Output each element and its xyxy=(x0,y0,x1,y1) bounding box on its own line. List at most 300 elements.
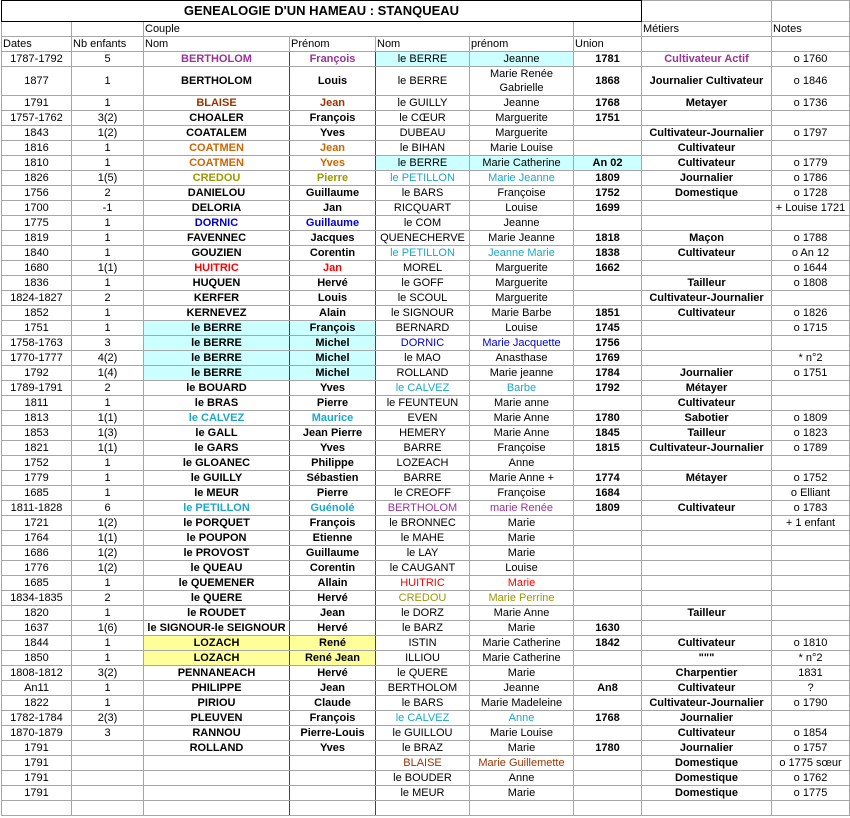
nb-enfants-cell: -1 xyxy=(72,201,144,216)
dates-cell: 1824-1827 xyxy=(2,291,72,306)
table-row xyxy=(2,291,850,306)
prenom2-cell: Marie xyxy=(470,576,574,591)
union-cell: 1780 xyxy=(574,411,642,426)
nom2-cell: le SIGNOUR xyxy=(376,306,470,321)
prenom-cell: Jean xyxy=(290,606,376,621)
prenom2-cell: Marguerite xyxy=(470,291,574,306)
union-cell: 1781 xyxy=(574,52,642,67)
prenom-cell: Jan xyxy=(290,201,376,216)
union-cell: 1768 xyxy=(574,96,642,111)
nom-cell: LOZACH xyxy=(144,651,290,666)
nb-enfants-cell: 1 xyxy=(72,576,144,591)
nom-cell: KERFER xyxy=(144,291,290,306)
nom-cell xyxy=(144,786,290,801)
prenom2-cell: Marie anne xyxy=(470,396,574,411)
dates-cell: 1752 xyxy=(2,456,72,471)
notes-cell: o 1779 xyxy=(772,156,850,171)
metier-cell: Métayer xyxy=(642,471,772,486)
dates-cell: 1637 xyxy=(2,621,72,636)
dates-cell: 1870-1879 xyxy=(2,726,72,741)
metier-cell: Cultivateur-Journalier xyxy=(642,291,772,306)
nb-enfants-cell: 1 xyxy=(72,141,144,156)
table-row xyxy=(2,741,850,756)
nom2-cell: le BRONNEC xyxy=(376,516,470,531)
dates-cell: 1770-1777 xyxy=(2,351,72,366)
table-row xyxy=(2,561,850,576)
nom2-cell: le BRAZ xyxy=(376,741,470,756)
nom2-cell: HEMERY xyxy=(376,426,470,441)
table-row xyxy=(2,126,850,141)
metier-cell: Domestique xyxy=(642,186,772,201)
table-row xyxy=(2,67,850,96)
nb-enfants-cell: 4(2) xyxy=(72,351,144,366)
table-row xyxy=(2,801,850,816)
prenom-cell: Corentin xyxy=(290,246,376,261)
union-cell xyxy=(574,591,642,606)
dates-cell: 1791 xyxy=(2,756,72,771)
nb-enfants-cell: 1(2) xyxy=(72,126,144,141)
notes-cell: o 1797 xyxy=(772,126,850,141)
prenom-cell: Guénolé xyxy=(290,501,376,516)
metier-cell: Journalier xyxy=(642,711,772,726)
nom-cell: le CALVEZ xyxy=(144,411,290,426)
nom2-cell: BLAISE xyxy=(376,756,470,771)
table-row xyxy=(2,726,850,741)
table-row xyxy=(2,681,850,696)
prenom2-cell: Marie Barbe xyxy=(470,306,574,321)
table-row xyxy=(2,396,850,411)
nom-cell: le BERRE xyxy=(144,351,290,366)
metier-cell: Cultivateur xyxy=(642,681,772,696)
dates-cell: 1775 xyxy=(2,216,72,231)
dates-cell: 1791 xyxy=(2,96,72,111)
prenom-cell: Allain xyxy=(290,576,376,591)
dates-cell: 1834-1835 xyxy=(2,591,72,606)
notes-cell: o 1789 xyxy=(772,441,850,456)
dates-cell: 1792 xyxy=(2,366,72,381)
prenom2-cell: Marie xyxy=(470,786,574,801)
prenom2-cell: Marie xyxy=(470,516,574,531)
dates-cell: 1721 xyxy=(2,516,72,531)
prenom2-cell xyxy=(470,801,574,816)
metier-cell: Cultivateur xyxy=(642,726,772,741)
dates-cell: 1850 xyxy=(2,651,72,666)
metier-cell xyxy=(642,576,772,591)
prenom-cell: Michel xyxy=(290,351,376,366)
union-cell xyxy=(574,606,642,621)
prenom-cell: Pierre xyxy=(290,396,376,411)
metier-cell xyxy=(642,516,772,531)
prenom-cell xyxy=(290,786,376,801)
notes-cell: o 1757 xyxy=(772,741,850,756)
notes-cell: o 1826 xyxy=(772,306,850,321)
nb-enfants-cell: 5 xyxy=(72,52,144,67)
union-cell xyxy=(574,726,642,741)
union-cell: 1818 xyxy=(574,231,642,246)
prenom2-cell: Marguerite xyxy=(470,126,574,141)
prenom2-cell: Jeanne xyxy=(470,216,574,231)
notes-cell: o 1846 xyxy=(772,67,850,96)
nb-enfants-cell: 1 xyxy=(72,96,144,111)
metier-cell xyxy=(642,531,772,546)
nb-enfants-cell: 1 xyxy=(72,651,144,666)
notes-cell xyxy=(772,336,850,351)
metier-cell xyxy=(642,321,772,336)
nom2-cell: le BARS xyxy=(376,696,470,711)
notes-cell xyxy=(772,606,850,621)
union-cell xyxy=(574,696,642,711)
prenom2-cell: Marguerite xyxy=(470,261,574,276)
prenom2-cell: Anasthase xyxy=(470,351,574,366)
nom2-cell: BERTHOLOM xyxy=(376,681,470,696)
prenom2-cell: Marie xyxy=(470,546,574,561)
notes-cell xyxy=(772,711,850,726)
prenom2-cell: Marie Anne xyxy=(470,606,574,621)
prenom2-cell: Marie Anne xyxy=(470,426,574,441)
couple-header: Couple xyxy=(144,22,574,37)
table-row xyxy=(2,591,850,606)
nb-enfants-cell: 1 xyxy=(72,67,144,96)
metier-cell: Cultivateur xyxy=(642,306,772,321)
nb-enfants-cell: 2(3) xyxy=(72,711,144,726)
union-cell xyxy=(574,756,642,771)
notes-cell: o 1809 xyxy=(772,411,850,426)
table-row xyxy=(2,411,850,426)
nom-cell xyxy=(144,771,290,786)
nom-cell: le PORQUET xyxy=(144,516,290,531)
nb-enfants-cell: 1 xyxy=(72,246,144,261)
union-header: Union xyxy=(574,37,642,52)
prenom2-cell: Marie jeanne xyxy=(470,366,574,381)
dates-cell: 1811-1828 xyxy=(2,501,72,516)
notes-cell: 1831 xyxy=(772,666,850,681)
nb-enfants-cell: 1 xyxy=(72,696,144,711)
prenom-cell: Pierre xyxy=(290,171,376,186)
nom-cell: COATMEN xyxy=(144,156,290,171)
table-row xyxy=(2,606,850,621)
prenom-cell: Jean xyxy=(290,681,376,696)
nom-cell: le POUPON xyxy=(144,531,290,546)
nom-cell: LOZACH xyxy=(144,636,290,651)
prenom2-cell xyxy=(470,67,574,96)
union-cell: 1851 xyxy=(574,306,642,321)
nb-enfants-cell: 1(1) xyxy=(72,261,144,276)
prenom2-cell: Marie xyxy=(470,741,574,756)
dates-cell: 1776 xyxy=(2,561,72,576)
metier-cell xyxy=(642,546,772,561)
dates-cell: 1789-1791 xyxy=(2,381,72,396)
union-cell xyxy=(574,291,642,306)
dates-cell: 1758-1763 xyxy=(2,336,72,351)
union-cell xyxy=(574,216,642,231)
table-row xyxy=(2,96,850,111)
table-row xyxy=(2,651,850,666)
prenom2-cell: marie Renée xyxy=(470,501,574,516)
metier-cell: Cultivateur Actif xyxy=(642,52,772,67)
notes-cell: o 1808 xyxy=(772,276,850,291)
prenom2-cell: Louise xyxy=(470,561,574,576)
prenom2-cell: Marie Jacquette xyxy=(470,336,574,351)
union-cell xyxy=(574,666,642,681)
union-cell xyxy=(574,396,642,411)
dates-header: Dates xyxy=(2,37,72,52)
nb-enfants-cell: 2 xyxy=(72,186,144,201)
notes-cell xyxy=(772,546,850,561)
prenom2-cell: Marie Catherine xyxy=(470,636,574,651)
nom-cell: le PETILLON xyxy=(144,501,290,516)
metier-cell xyxy=(642,486,772,501)
nom-cell: PLEUVEN xyxy=(144,711,290,726)
metier-cell: Domestique xyxy=(642,771,772,786)
nom2-cell: RICQUART xyxy=(376,201,470,216)
notes-cell: o 1728 xyxy=(772,186,850,201)
prenom2-cell: Marie Madeleine xyxy=(470,696,574,711)
notes-cell: o 1760 xyxy=(772,52,850,67)
prenom-cell: Yves xyxy=(290,156,376,171)
nom2-cell: BERTHOLOM xyxy=(376,501,470,516)
notes-cell: o 1790 xyxy=(772,696,850,711)
nom-cell: HUITRIC xyxy=(144,261,290,276)
nom2-cell: le PETILLON xyxy=(376,171,470,186)
nom-cell: PHILIPPE xyxy=(144,681,290,696)
genealogy-table xyxy=(1,0,850,816)
dates-cell: 1779 xyxy=(2,471,72,486)
prenom-cell: Louis xyxy=(290,291,376,306)
nb-enfants-cell: 3(2) xyxy=(72,666,144,681)
metier-cell: Domestique xyxy=(642,756,772,771)
prenom2-header: prénom xyxy=(470,37,574,52)
prenom2-cell: Marie xyxy=(470,621,574,636)
table-row xyxy=(2,471,850,486)
metier-cell xyxy=(642,351,772,366)
nom-cell: le PROVOST xyxy=(144,546,290,561)
nom2-cell: le BIHAN xyxy=(376,141,470,156)
nb-enfants-cell xyxy=(72,786,144,801)
nom-cell: PENNANEACH xyxy=(144,666,290,681)
nb-enfants-cell: 1 xyxy=(72,306,144,321)
notes-cell: o Elliant xyxy=(772,486,850,501)
metier-cell: """ xyxy=(642,651,772,666)
prenom-cell: Yves xyxy=(290,441,376,456)
metier-cell xyxy=(642,201,772,216)
empty-cell xyxy=(642,37,772,52)
nom-cell: BLAISE xyxy=(144,96,290,111)
metier-cell: Cultivateur xyxy=(642,396,772,411)
notes-cell: o 1736 xyxy=(772,96,850,111)
notes-cell: o 1788 xyxy=(772,231,850,246)
dates-cell: 1791 xyxy=(2,786,72,801)
nb-enfants-cell: 1(2) xyxy=(72,546,144,561)
table-row xyxy=(2,171,850,186)
notes-cell xyxy=(772,396,850,411)
nom2-cell: le LAY xyxy=(376,546,470,561)
notes-cell xyxy=(772,456,850,471)
nom-cell xyxy=(144,756,290,771)
prenom2-cell: Jeanne xyxy=(470,96,574,111)
nb-enfants-cell: 2 xyxy=(72,291,144,306)
prenom-cell: René Jean xyxy=(290,651,376,666)
nom-cell: BERTHOLOM xyxy=(144,67,290,96)
prenom2-cell: Jeanne Marie xyxy=(470,246,574,261)
dates-cell: 1757-1762 xyxy=(2,111,72,126)
nom-cell: le GARS xyxy=(144,441,290,456)
prenom2-cell: Louise xyxy=(470,201,574,216)
union-cell: 1662 xyxy=(574,261,642,276)
table-row xyxy=(2,786,850,801)
metier-cell: Cultivateur xyxy=(642,246,772,261)
nom2-cell: le BERRE xyxy=(376,52,470,67)
prenom2-cell: Anne xyxy=(470,771,574,786)
union-cell xyxy=(574,126,642,141)
nom2-cell: le MAO xyxy=(376,351,470,366)
table-row xyxy=(2,276,850,291)
union-cell xyxy=(574,576,642,591)
nom2-cell: le CŒUR xyxy=(376,111,470,126)
nom-cell: DANIELOU xyxy=(144,186,290,201)
prenom2-cell: Jeanne xyxy=(470,52,574,67)
dates-cell: 1836 xyxy=(2,276,72,291)
prenom2-cell: Marie Perrine xyxy=(470,591,574,606)
union-cell: 1792 xyxy=(574,381,642,396)
table-row xyxy=(2,531,850,546)
prenom-cell: Sébastien xyxy=(290,471,376,486)
nb-enfants-cell: 1 xyxy=(72,276,144,291)
union-cell: 1752 xyxy=(574,186,642,201)
metier-cell: Tailleur xyxy=(642,426,772,441)
prenom-cell: Pierre xyxy=(290,486,376,501)
dates-cell: 1791 xyxy=(2,771,72,786)
notes-cell xyxy=(772,531,850,546)
dates-cell: 1680 xyxy=(2,261,72,276)
table-row xyxy=(2,336,850,351)
metier-cell: Domestique xyxy=(642,786,772,801)
nom-cell: le QUERE xyxy=(144,591,290,606)
nom-cell: COATALEM xyxy=(144,126,290,141)
notes-cell xyxy=(772,381,850,396)
nb-enfants-cell: 1 xyxy=(72,231,144,246)
nb-enfants-cell: 1(5) xyxy=(72,171,144,186)
nb-enfants-cell: 1 xyxy=(72,456,144,471)
union-cell: An8 xyxy=(574,681,642,696)
nb-enfants-cell: 1 xyxy=(72,636,144,651)
nb-enfants-cell: 1(1) xyxy=(72,411,144,426)
union-cell: 1768 xyxy=(574,711,642,726)
nom-header: Nom xyxy=(144,37,290,52)
union-cell xyxy=(574,651,642,666)
prenom2-cell: Marie Catherine xyxy=(470,651,574,666)
dates-cell: 1700 xyxy=(2,201,72,216)
table-row xyxy=(2,576,850,591)
union-cell: 1842 xyxy=(574,636,642,651)
union-cell: 1751 xyxy=(574,111,642,126)
nom2-cell: DORNIC xyxy=(376,336,470,351)
metier-cell: Journalier xyxy=(642,366,772,381)
metier-cell: Cultivateur xyxy=(642,636,772,651)
nom2-cell: le BARS xyxy=(376,186,470,201)
prenom-cell: Claude xyxy=(290,696,376,711)
prenom2-cell: Françoise xyxy=(470,441,574,456)
prenom2-cell: Marie Anne + xyxy=(470,471,574,486)
prenom-cell: Jacques xyxy=(290,231,376,246)
prenom2-cell: Barbe xyxy=(470,381,574,396)
nb-enfants-cell: 3 xyxy=(72,336,144,351)
table-row xyxy=(2,546,850,561)
nb-enfants-cell: 1(3) xyxy=(72,426,144,441)
nom2-cell: BARRE xyxy=(376,441,470,456)
nom2-cell: BARRE xyxy=(376,471,470,486)
nom2-cell: le GOFF xyxy=(376,276,470,291)
notes-cell: o 1775 xyxy=(772,786,850,801)
dates-cell: An11 xyxy=(2,681,72,696)
notes-cell: ? xyxy=(772,681,850,696)
dates-cell: 1844 xyxy=(2,636,72,651)
nom2-cell xyxy=(376,801,470,816)
nom2-cell: le QUERE xyxy=(376,666,470,681)
prenom2-cell: Marie xyxy=(470,666,574,681)
dates-cell: 1821 xyxy=(2,441,72,456)
union-cell: 1809 xyxy=(574,171,642,186)
table-row xyxy=(2,456,850,471)
nb-enfants-cell: 1(1) xyxy=(72,531,144,546)
union-cell: 1745 xyxy=(574,321,642,336)
prenom-cell: Jean xyxy=(290,96,376,111)
notes-cell: o 1762 xyxy=(772,771,850,786)
prenom-cell: Maurice xyxy=(290,411,376,426)
nom2-cell: ILLIOU xyxy=(376,651,470,666)
union-cell xyxy=(574,516,642,531)
union-cell: 1780 xyxy=(574,741,642,756)
nb-enfants-cell: 1(4) xyxy=(72,366,144,381)
table-row xyxy=(2,756,850,771)
nom-cell: KERNEVEZ xyxy=(144,306,290,321)
dates-cell: 1811 xyxy=(2,396,72,411)
nom-cell: DELORIA xyxy=(144,201,290,216)
nom-cell: le SIGNOUR-le SEIGNOUR xyxy=(144,621,290,636)
nom2-header: Nom xyxy=(376,37,470,52)
nb-enfants-cell: 2 xyxy=(72,381,144,396)
nb-enfants-cell: 1 xyxy=(72,321,144,336)
dates-cell: 1685 xyxy=(2,486,72,501)
prenom-cell xyxy=(290,801,376,816)
nom2-cell: LOZEACH xyxy=(376,456,470,471)
prenom-cell: Jean xyxy=(290,141,376,156)
notes-cell: o 1715 xyxy=(772,321,850,336)
union-cell xyxy=(574,786,642,801)
nb-enfants-cell: 1 xyxy=(72,486,144,501)
prenom2-cell: Marie Jeanne xyxy=(470,231,574,246)
nom2-cell: le MAHE xyxy=(376,531,470,546)
dates-cell: 1822 xyxy=(2,696,72,711)
metier-cell: Journalier xyxy=(642,171,772,186)
dates-cell: 1819 xyxy=(2,231,72,246)
notes-cell: o 1823 xyxy=(772,426,850,441)
metier-cell xyxy=(642,261,772,276)
prenom-cell: François xyxy=(290,711,376,726)
nom-cell: le GLOANEC xyxy=(144,456,290,471)
nb-enfants-cell: 1(6) xyxy=(72,621,144,636)
nom2-cell: le DORZ xyxy=(376,606,470,621)
dates-cell: 1756 xyxy=(2,186,72,201)
prenom-cell: François xyxy=(290,321,376,336)
notes-cell: o An 12 xyxy=(772,246,850,261)
nb-enfants-header: Nb enfants xyxy=(72,37,144,52)
notes-cell: * n°2 xyxy=(772,351,850,366)
notes-cell: + 1 enfant xyxy=(772,516,850,531)
prenom-cell: Pierre-Louis xyxy=(290,726,376,741)
union-cell: 1756 xyxy=(574,336,642,351)
notes-cell xyxy=(772,621,850,636)
prenom-header: Prénom xyxy=(290,37,376,52)
